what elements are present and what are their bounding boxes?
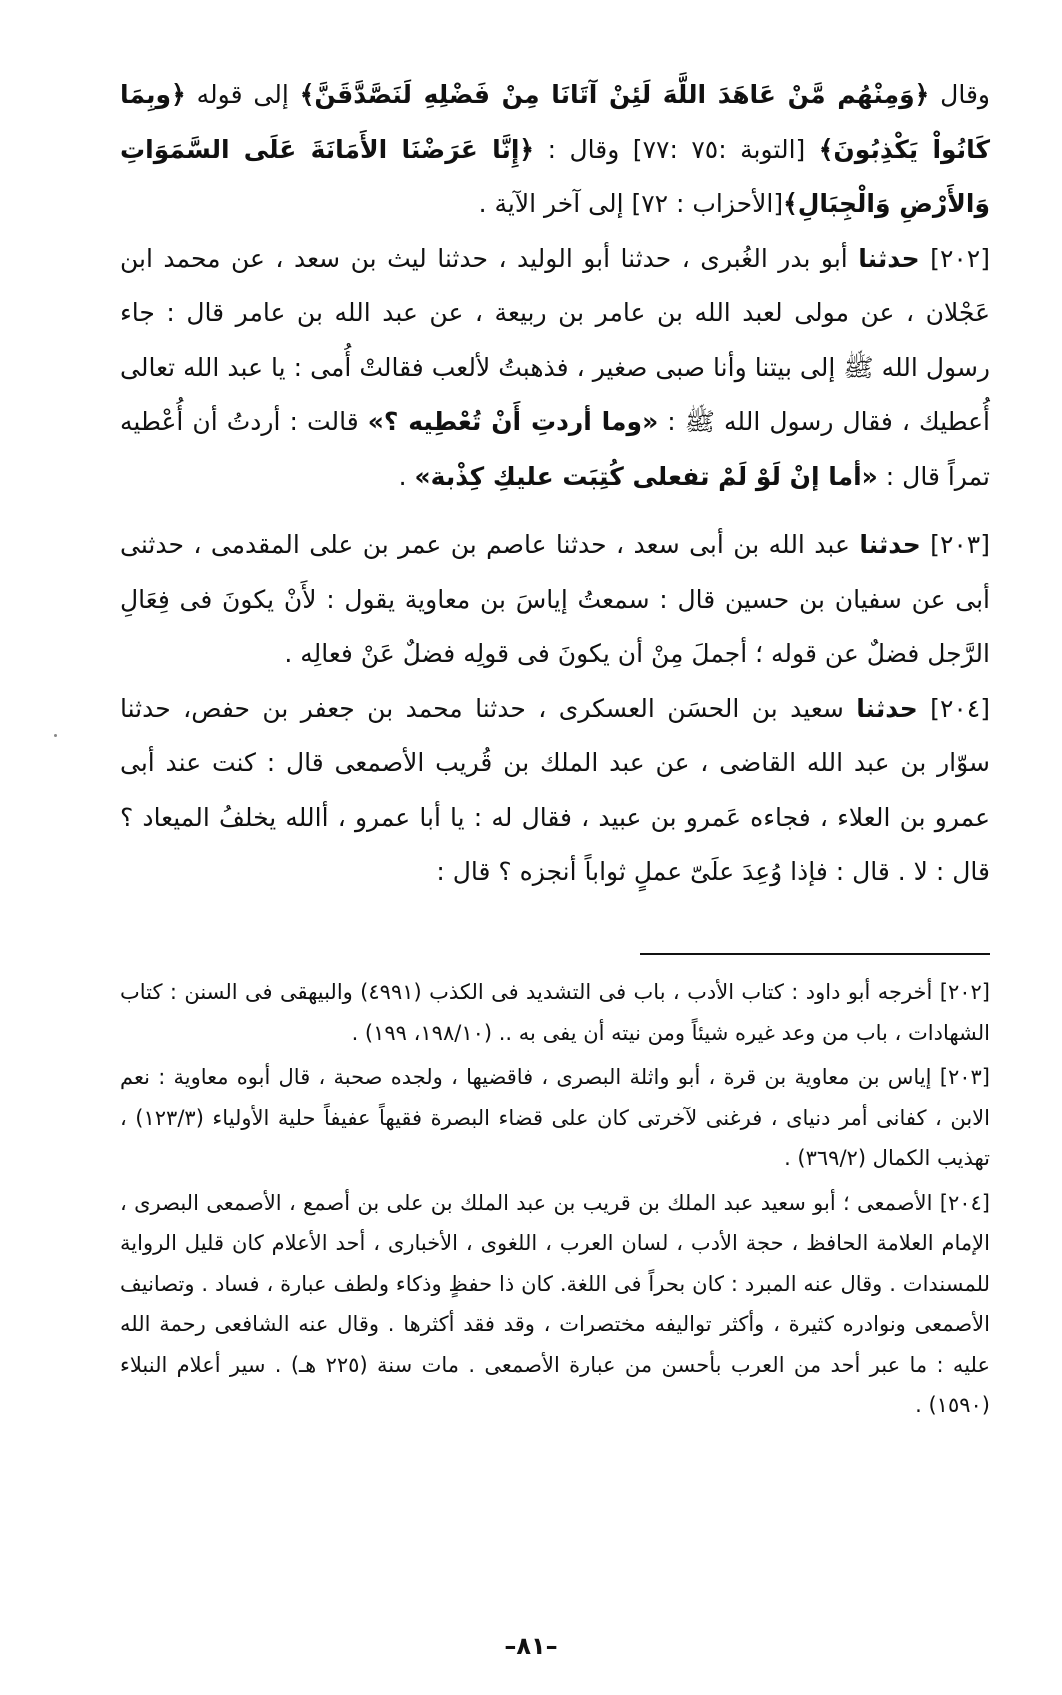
footnotes bbox=[120, 972, 990, 1430]
text-span: عبد الله بن أبى سعد ، حدثنا عاصم بن عمر بن على المقدمى ، حدثنى أبى عن سفيان بن حسين قال : سمعتُ إياسَ بن معاوية يقول : لأَنْ يكونَ فى فِعَالِ الرَّجل فضلٌ عن قوله ؛ أجملَ مِنْ أن يكونَ فى قولِه فضلٌ عَنْ فعالِه . bbox=[120, 530, 990, 668]
narration-keyword: حدثنا bbox=[859, 530, 921, 559]
text-span: [٢٠٢] bbox=[919, 243, 990, 273]
footnote-203: [٢٠٣] إياس بن معاوية بن قرة ، أبو واثلة البصرى ، فاقضيها ، ولجده صحبة ، قال أبوه معاوية : نعم الابن ، كفانى أمر دنياى ، فرغنى لآخرتى كان على قضاء البصرة فقيهاً عفيفاً حلية الأولياء (١٢٣/٣) ، تهذيب الكمال (٣٦٩/٢) . bbox=[120, 1065, 990, 1170]
hadith-quote: «وما أردتِ أَنْ تُعْطِيه ؟» bbox=[367, 407, 659, 436]
text-span: قالت : أردتُ أن أُعْطيه تمراً قال : bbox=[120, 407, 990, 491]
narration-keyword: حدثنا bbox=[856, 693, 918, 723]
scan-speck bbox=[54, 734, 57, 737]
text-span: [الأحزاب : ٧٢] إلى آخر الآية . bbox=[478, 189, 784, 218]
text-span: وقال bbox=[929, 80, 990, 109]
text-span: أبو بدر الغُبرى ، حدثنا أبو الوليد ، حدثنا ليث بن سعد ، عن محمد ابن عَجْلان ، عن مولى لعبد الله بن عامر بن ربيعة ، عن عبد الله بن عامر قال : جاء رسول الله ﷺ إلى بيتنا وأنا صبى صغير ، فذهبتُ لألعب فقالتْ أُمى : يا عبد الله تعالى أُعطيك ، فقال رسول الله ﷺ : bbox=[120, 243, 991, 436]
paragraph-hadith-204 bbox=[120, 682, 990, 900]
footnote-separator bbox=[640, 953, 990, 955]
paragraph-verses bbox=[120, 68, 990, 232]
page-number: –٨١– bbox=[504, 1632, 558, 1660]
quran-verse: ﴿وَمِنْهُم مَّنْ عَاهَدَ اللَّهَ لَئِنْ آتَانَا مِنْ فَضْلِهِ لَنَصَّدَّقَنَّ﴾ bbox=[299, 80, 930, 109]
quran-verse: ﴿إِنَّا عَرَضْنَا الأَمَانَةَ عَلَى السَّمَوَاتِ وَالأَرْضِ وَالْجِبَالِ﴾ bbox=[120, 134, 990, 218]
hadith-quote: «أما إنْ لَوْ لَمْ تفعلى كُتِبَت عليكِ كِذْبة» bbox=[414, 461, 878, 491]
main-text bbox=[120, 68, 990, 900]
text-span: . bbox=[398, 461, 415, 491]
text-span: إلى قوله bbox=[185, 80, 300, 109]
text-span: [التوبة :٧٥ :٧٧] وقال : bbox=[534, 134, 819, 164]
paragraph-hadith-203 bbox=[120, 518, 990, 682]
text-span: [٢٠٣] bbox=[920, 530, 990, 559]
footnote-204: [٢٠٤] الأصمعى ؛ أبو سعيد عبد الملك بن قريب بن عبد الملك بن على بن أصمع ، الأصمعى البصرى ، الإمام العلامة الحافظ ، حجة الأدب ، لسان العرب ، اللغوى ، الأخبارى ، أحد الأعلام كان قليل الرواية للمسندات . وقال عنه المبرد : كان بحراً فى اللغة. كان ذا حفظٍ وذكاء ولطف عبارة ، فساد . وتصانيف الأصمعى ونوادره كثيرة ، وأكثر تواليفه مختصرات ، وقد فقد أكثرها . وقال عنه الشافعى رحمة الله عليه : ما عبر أحد من العرب بأحسن من عبارة الأصمعى . مات سنة (٢٢٥ هـ) . سير أعلام النبلاء (١٥٩٠) . bbox=[120, 1190, 991, 1417]
quran-verse: ﴿وبِمَا كَانُواْ يَكْذِبُونَ﴾ bbox=[120, 80, 991, 164]
paragraph-hadith-202 bbox=[120, 232, 990, 505]
footnote-202: [٢٠٢] أخرجه أبو داود : كتاب الأدب ، باب فى التشديد فى الكذب (٤٩٩١) والبيهقى فى السنن : كتاب الشهادات ، باب من وعد غيره شيئاً ومن نيته أن يفى به .. (١٩٨/١٠، ١٩٩) . bbox=[120, 980, 990, 1045]
narration-keyword: حدثنا bbox=[858, 243, 920, 273]
text-span: سعيد بن الحسَن العسكرى ، حدثنا محمد بن جعفر بن حفص، حدثنا سوّار بن عبد الله القاضى ، عن عبد الملك بن قُريب الأصمعى قال : كنت عند أبى عمرو بن العلاء ، فجاءه عَمرو بن عبيد ، فقال له : يا أبا عمرو ، أالله يخلفُ الميعاد ؟ قال : لا . قال : فإذا وُعِدَ علَىّ عملٍ ثواباً أنجزه ؟ قال : bbox=[120, 693, 990, 886]
text-span: [٢٠٤] bbox=[917, 693, 990, 723]
